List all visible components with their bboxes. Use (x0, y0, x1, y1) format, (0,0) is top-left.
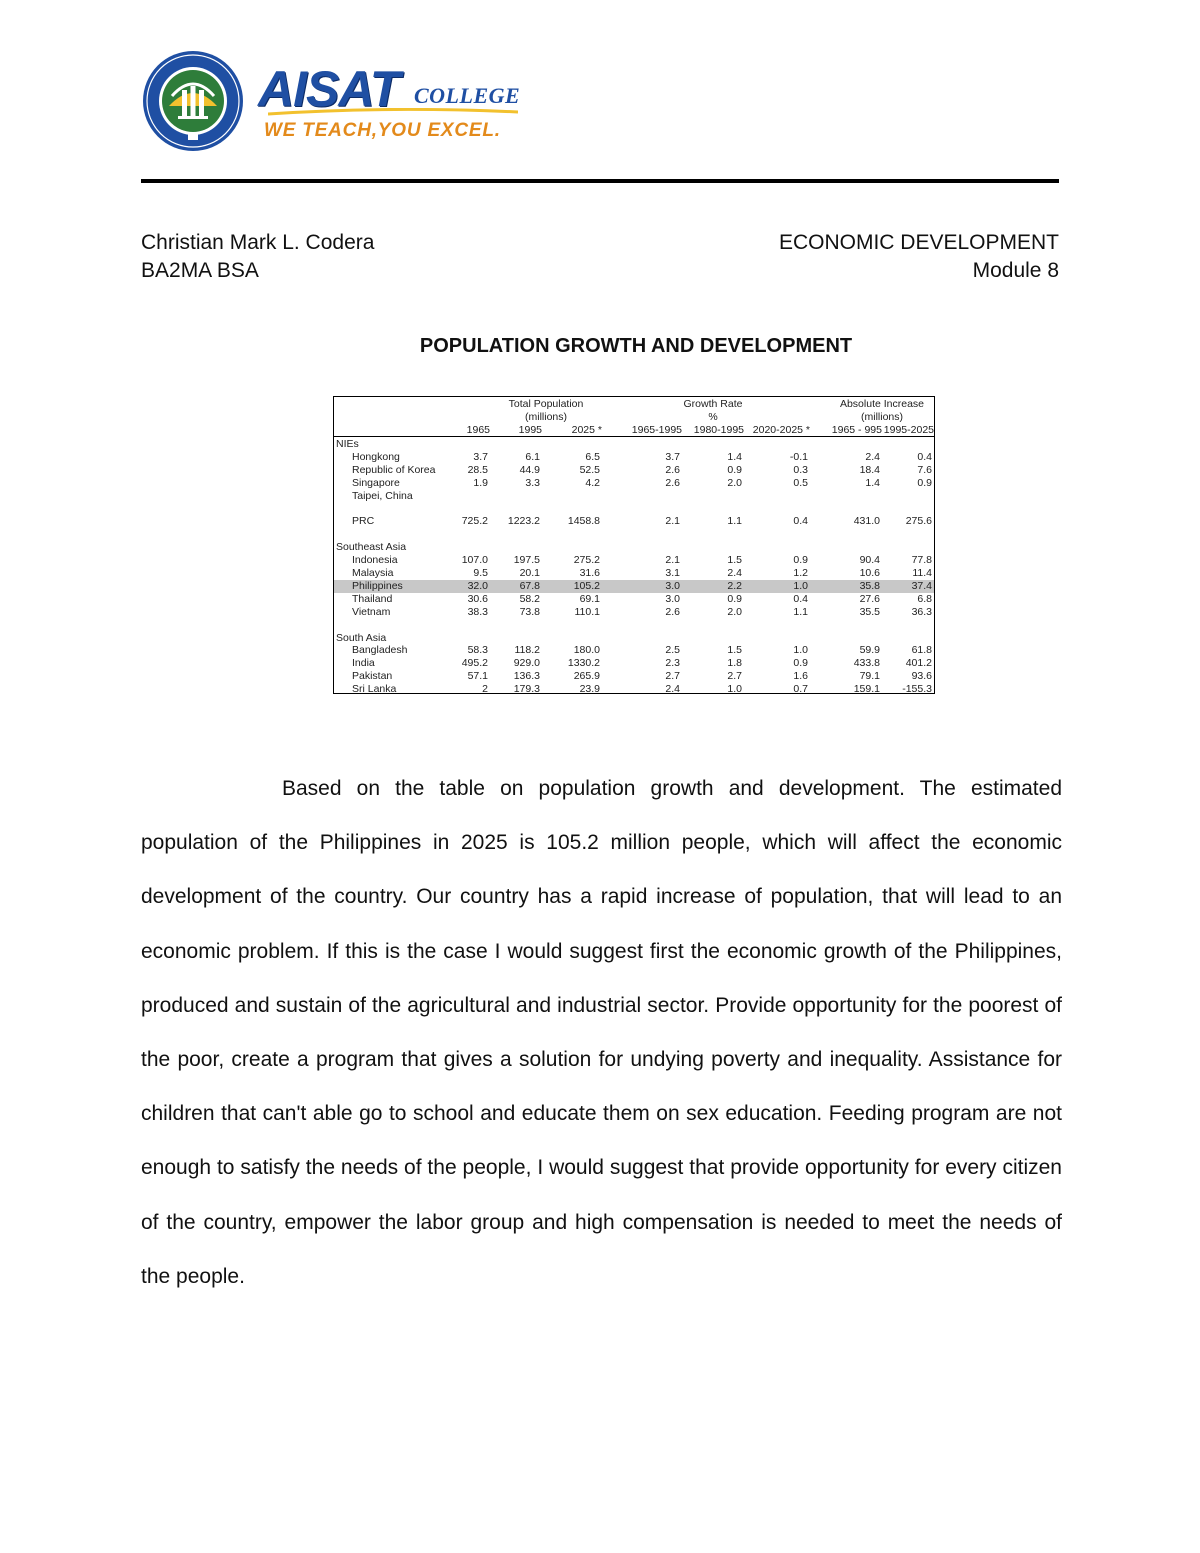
table-cell: 20.1 (519, 567, 540, 579)
table-cell: 52.5 (579, 463, 600, 476)
year-header: 1995-2025 (883, 424, 934, 436)
table-cell: 27.6 (859, 592, 880, 605)
country-label: Bangladesh (352, 644, 408, 657)
subject-info (779, 229, 1059, 285)
header-rule (141, 179, 1059, 183)
table-cell: 1.0 (793, 579, 808, 592)
table-cell: 6.1 (525, 450, 540, 463)
table-cell: 2.3 (665, 657, 680, 670)
table-cell: 275.6 (905, 515, 932, 528)
table-cell: 2.4 (727, 567, 742, 579)
table-row (334, 606, 934, 619)
country-label: Republic of Korea (352, 463, 436, 476)
table-cell: 2.7 (727, 670, 742, 683)
table-row (334, 464, 934, 477)
table-row (334, 644, 934, 657)
table-row-highlighted (334, 580, 934, 593)
country-label: PRC (352, 515, 375, 528)
table-group-row (334, 438, 934, 451)
table-row (334, 515, 934, 528)
table-cell: 11.4 (912, 567, 932, 579)
table-cell: 265.9 (573, 670, 600, 683)
table-cell: 73.8 (519, 605, 540, 618)
student-section: BA2MA BSA (141, 259, 259, 282)
brand-tagline: WE TEACH,YOU EXCEL. (264, 120, 501, 141)
brand-college-text: COLLEGE (414, 83, 521, 108)
table-cell: 61.8 (911, 644, 932, 657)
table-cell: 1.9 (473, 476, 488, 489)
group-label: Southeast Asia (336, 541, 407, 554)
page-title: POPULATION GROWTH AND DEVELOPMENT (419, 335, 853, 357)
table-cell: 7.6 (917, 463, 932, 476)
table-row (334, 657, 934, 670)
table-cell: 2.1 (665, 515, 680, 528)
header-growth-rate: Growth Rate (683, 398, 743, 410)
table-cell: 18.4 (859, 463, 880, 476)
country-label: Philippines (352, 579, 403, 592)
table-row (334, 619, 934, 632)
country-label: Malaysia (352, 567, 394, 579)
group-label: South Asia (336, 631, 387, 644)
table-cell: 1.1 (793, 605, 808, 618)
table-cell: 2.4 (865, 450, 880, 463)
table-cell: -155.3 (902, 683, 932, 696)
year-header: 1965-1995 (631, 424, 682, 436)
country-label: Vietnam (352, 605, 391, 618)
table-cell: 59.9 (859, 644, 880, 657)
table-cell: 35.8 (859, 579, 880, 592)
table-cell: 57.1 (467, 670, 488, 683)
table-cell: 1458.8 (567, 515, 600, 528)
table-row (334, 567, 934, 580)
student-info (141, 229, 374, 285)
table-cell: 0.5 (793, 476, 808, 489)
table-cell: 3.0 (665, 579, 680, 592)
table-cell: 2.2 (727, 579, 742, 592)
country-label: Thailand (352, 592, 393, 605)
header-absolute-increase: Absolute Increase (839, 398, 925, 410)
year-header: 1980-1995 (693, 424, 744, 436)
table-cell: 0.4 (917, 450, 932, 463)
student-name: Christian Mark L. Codera (141, 231, 375, 254)
table-cell: 2.6 (665, 605, 680, 618)
table-cell: 93.6 (911, 670, 932, 683)
table-cell: 38.3 (467, 605, 488, 618)
table-cell: 69.1 (579, 592, 600, 605)
table-cell: 118.2 (514, 644, 540, 657)
table-cell: 1.6 (793, 670, 808, 683)
country-label: Indonesia (352, 554, 398, 567)
table-cell: 0.7 (793, 683, 808, 696)
year-header: 2025 * (571, 424, 602, 436)
table-row (334, 477, 934, 490)
year-header: 1995 (518, 424, 542, 436)
table-cell: 136.3 (513, 670, 540, 683)
table-row (334, 451, 934, 464)
table-cell: 0.9 (917, 476, 932, 489)
table-cell: 1330.2 (567, 657, 600, 670)
table-cell: 44.9 (519, 463, 540, 476)
table-row (334, 683, 934, 696)
table-cell: 2.6 (665, 476, 680, 489)
table-cell: 30.6 (467, 592, 488, 605)
aisat-seal-icon (142, 50, 244, 152)
table-cell: 107.0 (461, 554, 488, 567)
table-cell: 431.0 (853, 515, 880, 528)
table-cell: 2.7 (665, 670, 680, 683)
table-cell: 23.9 (579, 683, 600, 696)
population-table (333, 396, 935, 694)
table-cell: -0.1 (789, 450, 808, 463)
table-cell: 180.0 (573, 644, 600, 657)
table-cell: 197.5 (513, 554, 540, 567)
header-total-population-unit: (millions) (525, 411, 567, 423)
table-cell: 2.0 (727, 476, 742, 489)
table-cell: 105.2 (573, 579, 600, 592)
table-cell: 58.3 (467, 644, 488, 657)
table-cell: 0.9 (727, 592, 742, 605)
table-cell: 9.5 (473, 567, 488, 579)
table-cell: 6.5 (585, 450, 600, 463)
table-cell: 1.4 (727, 450, 742, 463)
table-cell: 1.2 (793, 567, 808, 579)
table-cell: 6.8 (917, 592, 932, 605)
table-row (334, 490, 934, 503)
table-cell: 36.3 (911, 605, 932, 618)
country-label: Taipei, China (352, 489, 413, 502)
table-cell: 2.1 (665, 554, 680, 567)
body-paragraph: Based on the table on population growth and development. The estimated population of the Philippines in 2025 is 105.2 million people, which will affect the economic development of the country. Our country has a rapid increase of population, that will lead to an economic problem. If this is the case I would suggest first the economic growth of the Philippines, produced and sustain of the agricultural and industrial sector. Provide opportunity for the poorest of the poor, create a program that gives a solution for undying poverty and inequality. Assistance for children that can't able go to school and educate them on sex education. Feeding program are not enough to satisfy the needs of the people, I would suggest that provide opportunity for every citizen of the country, empower the labor group and high compensation is needed to meet the needs of the people. (141, 777, 1062, 1288)
brand-logo (258, 61, 528, 154)
table-cell: 3.1 (665, 567, 680, 579)
table-cell: 2.4 (665, 683, 680, 696)
table-cell: 0.4 (793, 592, 808, 605)
table-cell: 2.0 (727, 605, 742, 618)
swoosh-icon (268, 108, 518, 116)
table-cell: 79.1 (859, 670, 880, 683)
table-cell: 275.2 (573, 554, 600, 567)
country-label: India (352, 657, 375, 670)
table-row (334, 593, 934, 606)
table-cell: 4.2 (585, 476, 600, 489)
table-cell: 1.4 (865, 476, 880, 489)
table-cell: 1.0 (727, 683, 742, 696)
group-label: NIEs (336, 438, 359, 450)
table-group-row (334, 632, 934, 645)
table-cell: 1.5 (727, 644, 742, 657)
table-cell: 433.8 (853, 657, 880, 670)
table-cell: 0.3 (793, 463, 808, 476)
table-cell: 110.1 (574, 605, 600, 618)
table-cell: 32.0 (467, 579, 488, 592)
table-row (334, 554, 934, 567)
subject-name: ECONOMIC DEVELOPMENT (778, 231, 1059, 254)
table-group-row (334, 541, 934, 554)
table-header (334, 397, 934, 437)
country-label: Hongkong (352, 450, 400, 463)
table-cell: 401.2 (905, 657, 932, 670)
module-number: Module 8 (972, 259, 1059, 282)
table-cell: 725.2 (461, 515, 488, 528)
table-cell: 31.6 (579, 567, 600, 579)
table-cell: 0.9 (727, 463, 742, 476)
table-cell: 35.5 (859, 605, 880, 618)
table-cell: 929.0 (513, 657, 540, 670)
table-cell: 37.4 (911, 579, 932, 592)
table-cell: 67.8 (519, 579, 540, 592)
table-cell: 0.4 (793, 515, 808, 528)
country-label: Pakistan (352, 670, 393, 683)
header-total-population: Total Population (508, 398, 584, 410)
table-cell: 3.0 (665, 592, 680, 605)
table-cell: 0.9 (793, 657, 808, 670)
table-cell: 2.5 (665, 644, 680, 657)
country-label: Sri Lanka (352, 683, 397, 696)
table-cell: 2 (482, 683, 488, 696)
year-header: 1965 - 995 (831, 424, 882, 436)
table-cell: 159.1 (853, 683, 880, 696)
year-header: 1965 (466, 424, 490, 436)
table-cell: 3.7 (665, 450, 680, 463)
table-cell: 1.1 (727, 515, 742, 528)
table-cell: 179.3 (513, 683, 540, 696)
table-row (334, 503, 934, 516)
table-cell: 58.2 (519, 592, 540, 605)
table-cell: 1.8 (727, 657, 742, 670)
table-cell: 28.5 (467, 463, 488, 476)
header-growth-rate-unit: % (708, 411, 718, 423)
header-absolute-increase-unit: (millions) (861, 411, 903, 423)
table-row (334, 528, 934, 541)
table-cell: 1.0 (793, 644, 808, 657)
table-cell: 3.7 (473, 450, 488, 463)
year-header: 2020-2025 * (752, 424, 810, 436)
table-cell: 2.6 (665, 463, 680, 476)
brand-main-text: AISAT (258, 61, 400, 117)
table-cell: 1223.2 (507, 515, 540, 528)
table-cell: 10.6 (859, 567, 880, 579)
country-label: Singapore (352, 476, 400, 489)
table-cell: 0.9 (793, 554, 808, 567)
table-cell: 77.8 (911, 554, 932, 567)
table-cell: 90.4 (859, 554, 880, 567)
table-cell: 1.5 (727, 554, 742, 567)
table-row (334, 670, 934, 683)
table-cell: 3.3 (525, 476, 540, 489)
table-cell: 495.2 (461, 657, 488, 670)
